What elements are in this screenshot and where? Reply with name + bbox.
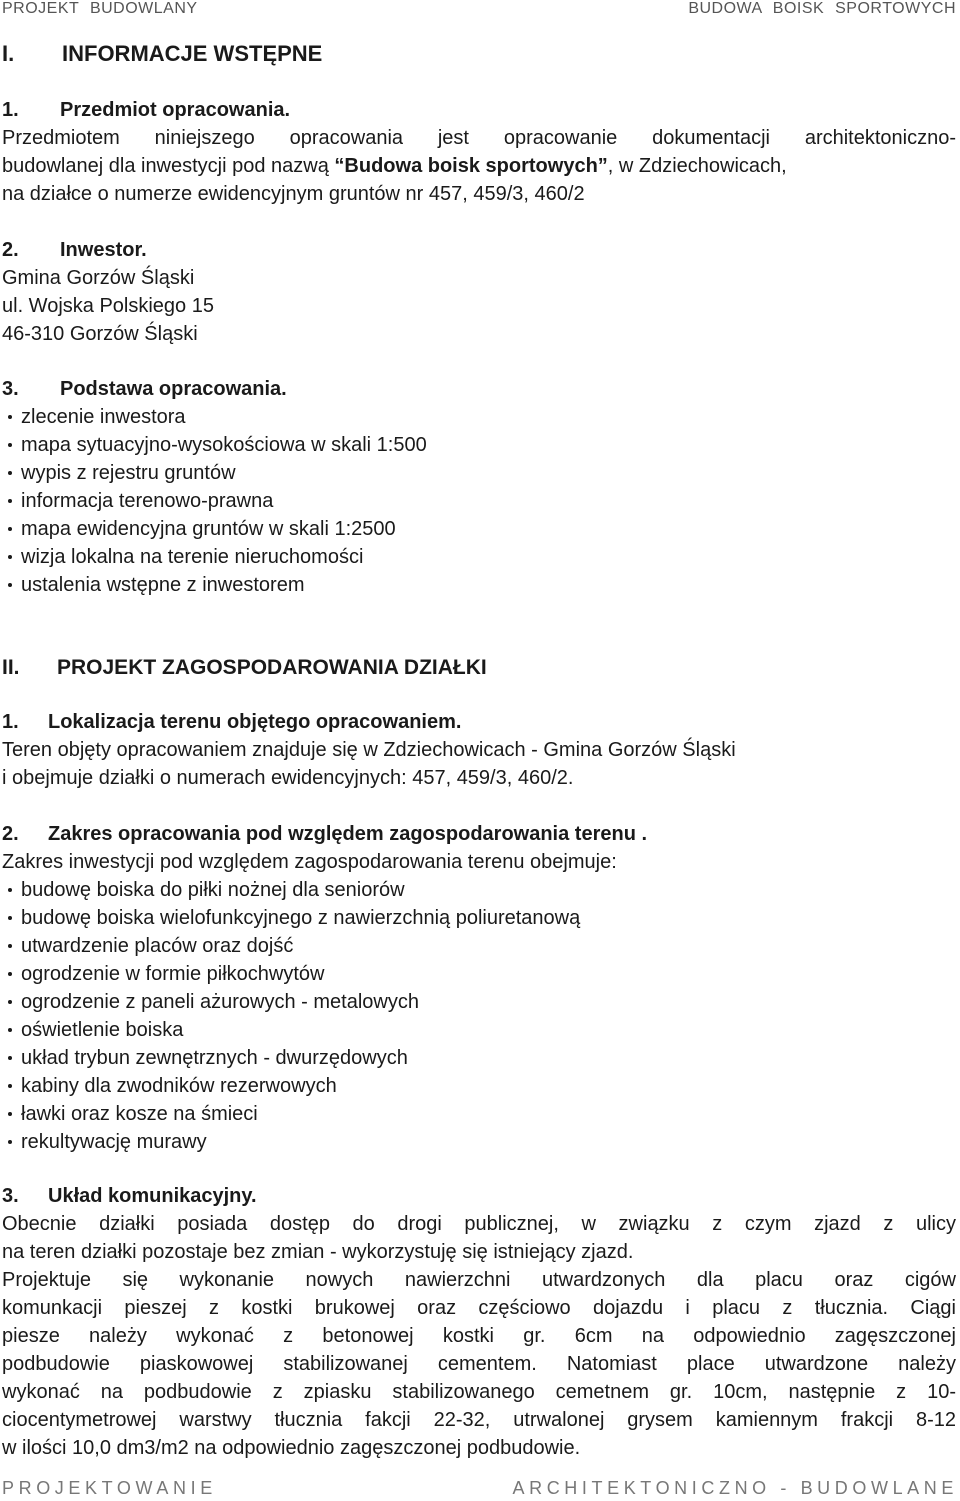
list-item: oświetlenie boiska [8, 1020, 183, 1040]
bullet-icon [8, 1084, 12, 1088]
paragraph-line: na działce o numerze ewidencyjnym gruntów nr 457, 459/3, 460/2 [2, 183, 585, 205]
subsection-number: 2. [2, 823, 19, 845]
subsection-title: Przedmiot opracowania. [60, 99, 291, 121]
list-item: rekultywację murawy [8, 1132, 207, 1152]
subsection-title: Układ komunikacyjny. [48, 1185, 257, 1207]
list-item: wizja lokalna na terenie nieruchomości [8, 547, 363, 567]
list-item: mapa ewidencyjna gruntów w skali 1:2500 [8, 519, 396, 539]
paragraph-line: Projektuje się wykonanie nowych nawierzchni utwardzonych dla placu oraz cigów [2, 1269, 956, 1291]
section-number: I. [2, 41, 15, 66]
paragraph-text: budowlanej dla inwestycji pod nazwą [2, 155, 335, 177]
subsection-number: 1. [2, 711, 19, 733]
subsection-title: Inwestor. [60, 239, 147, 261]
running-footer-right: ARCHITEKTONICZNO - BUDOWLANE [512, 1478, 958, 1498]
subsection-number: 2. [2, 239, 19, 261]
bullet-icon [8, 888, 12, 892]
paragraph-line: komunkacji pieszej z kostki brukowej oraz częściowo dojazdu i placu z tłucznia. Ciągi [2, 1297, 956, 1319]
subsection-title: Podstawa opracowania. [60, 378, 287, 400]
list-item: informacja terenowo-prawna [8, 491, 273, 511]
subsection-number: 3. [2, 1185, 19, 1207]
bullet-icon [8, 499, 12, 503]
subsection-heading [2, 824, 647, 844]
paragraph-line: w ilości 10,0 dm3/m2 na odpowiednio zagęszczonej podbudowie. [2, 1437, 581, 1459]
subsection-heading [2, 1186, 257, 1206]
paragraph-line: podbudowie piaskowowej stabilizowanej cementem. Natomiast place utwardzone należy [2, 1353, 956, 1375]
bullet-icon [8, 972, 12, 976]
subsection-heading [2, 712, 461, 732]
section-title: PROJEKT ZAGOSPODAROWANIA DZIAŁKI [57, 656, 487, 679]
paragraph-line: ciocentymetrowej warstwy tłucznia fakcji 22-32, utrwalonej grysem kamiennym frakcji 8-12 [2, 1409, 956, 1431]
list-item: budowę boiska do piłki nożnej dla seniorów [8, 880, 405, 900]
running-footer-left: PROJEKTOWANIE [2, 1478, 217, 1498]
bullet-icon [8, 1028, 12, 1032]
bullet-icon [8, 527, 12, 531]
bullet-icon [8, 1056, 12, 1060]
paragraph-line: na teren działki pozostaje bez zmian - wykorzystuję się istniejący zjazd. [2, 1241, 634, 1263]
list-item: ławki oraz kosze na śmieci [8, 1104, 258, 1124]
bullet-icon [8, 443, 12, 447]
investor-line: 46-310 Gorzów Śląski [2, 323, 198, 345]
section-number: II. [2, 656, 20, 679]
paragraph-line: wykonać na podbudowie z zpiasku stabilizowanego cemetnem gr. 10cm, następnie z 10- [2, 1381, 956, 1403]
subsection-number: 3. [2, 378, 19, 400]
paragraph-line: Zakres inwestycji pod względem zagospodarowania terenu obejmuje: [2, 851, 617, 873]
subsection-title: Zakres opracowania pod względem zagospodarowania terenu . [48, 823, 648, 845]
paragraph-text: , w Zdziechowicach, [607, 155, 787, 177]
subsection-heading [2, 240, 147, 260]
paragraph-line: i obejmuje działki o numerach ewidencyjnych: 457, 459/3, 460/2. [2, 767, 574, 789]
list-item: mapa sytuacyjno-wysokościowa w skali 1:500 [8, 435, 427, 455]
list-item: zlecenie inwestora [8, 407, 186, 427]
bullet-icon [8, 916, 12, 920]
bullet-icon [8, 471, 12, 475]
project-name: “Budowa boisk sportowych” [334, 155, 608, 177]
list-item: układ trybun zewnętrznych - dwurzędowych [8, 1048, 408, 1068]
bullet-icon [8, 944, 12, 948]
subsection-number: 1. [2, 99, 19, 121]
paragraph-line: Obecnie działki posiada dostęp do drogi publicznej, w związku z czym zjazd z ulicy [2, 1213, 956, 1235]
paragraph-line: piesze należy wykonać z betonowej kostki gr. 6cm na odpowiednio zagęszczonej [2, 1325, 956, 1347]
list-item: utwardzenie placów oraz dojść [8, 936, 293, 956]
subsection-heading [2, 379, 287, 399]
bullet-icon [8, 415, 12, 419]
investor-line: ul. Wojska Polskiego 15 [2, 295, 214, 317]
paragraph-line: Przedmiotem niniejszego opracowania jest opracowanie dokumentacji architektoniczno- [2, 127, 956, 149]
list-item: wypis z rejestru gruntów [8, 463, 236, 483]
list-item: ogrodzenie w formie piłkochwytów [8, 964, 324, 984]
bullet-icon [8, 583, 12, 587]
paragraph-line [2, 156, 787, 176]
section-heading [2, 43, 322, 65]
bullet-icon [8, 555, 12, 559]
list-item: ustalenia wstępne z inwestorem [8, 575, 304, 595]
list-item: budowę boiska wielofunkcyjnego z nawierzchnią poliuretanową [8, 908, 580, 928]
section-title: INFORMACJE WSTĘPNE [62, 41, 323, 66]
section-heading [2, 657, 487, 678]
investor-line: Gmina Gorzów Śląski [2, 267, 195, 289]
bullet-icon [8, 1112, 12, 1116]
paragraph-line: Teren objęty opracowaniem znajduje się w Zdziechowicach - Gmina Gorzów Śląski [2, 739, 736, 761]
list-item: ogrodzenie z paneli ażurowych - metalowych [8, 992, 419, 1012]
running-header-left: PROJEKT BUDOWLANY [2, 0, 198, 17]
subsection-title: Lokalizacja terenu objętego opracowaniem. [48, 711, 462, 733]
running-header-right: BUDOWA BOISK SPORTOWYCH [688, 0, 956, 17]
subsection-heading [2, 100, 290, 120]
bullet-icon [8, 1000, 12, 1004]
bullet-icon [8, 1140, 12, 1144]
list-item: kabiny dla zwodników rezerwowych [8, 1076, 337, 1096]
